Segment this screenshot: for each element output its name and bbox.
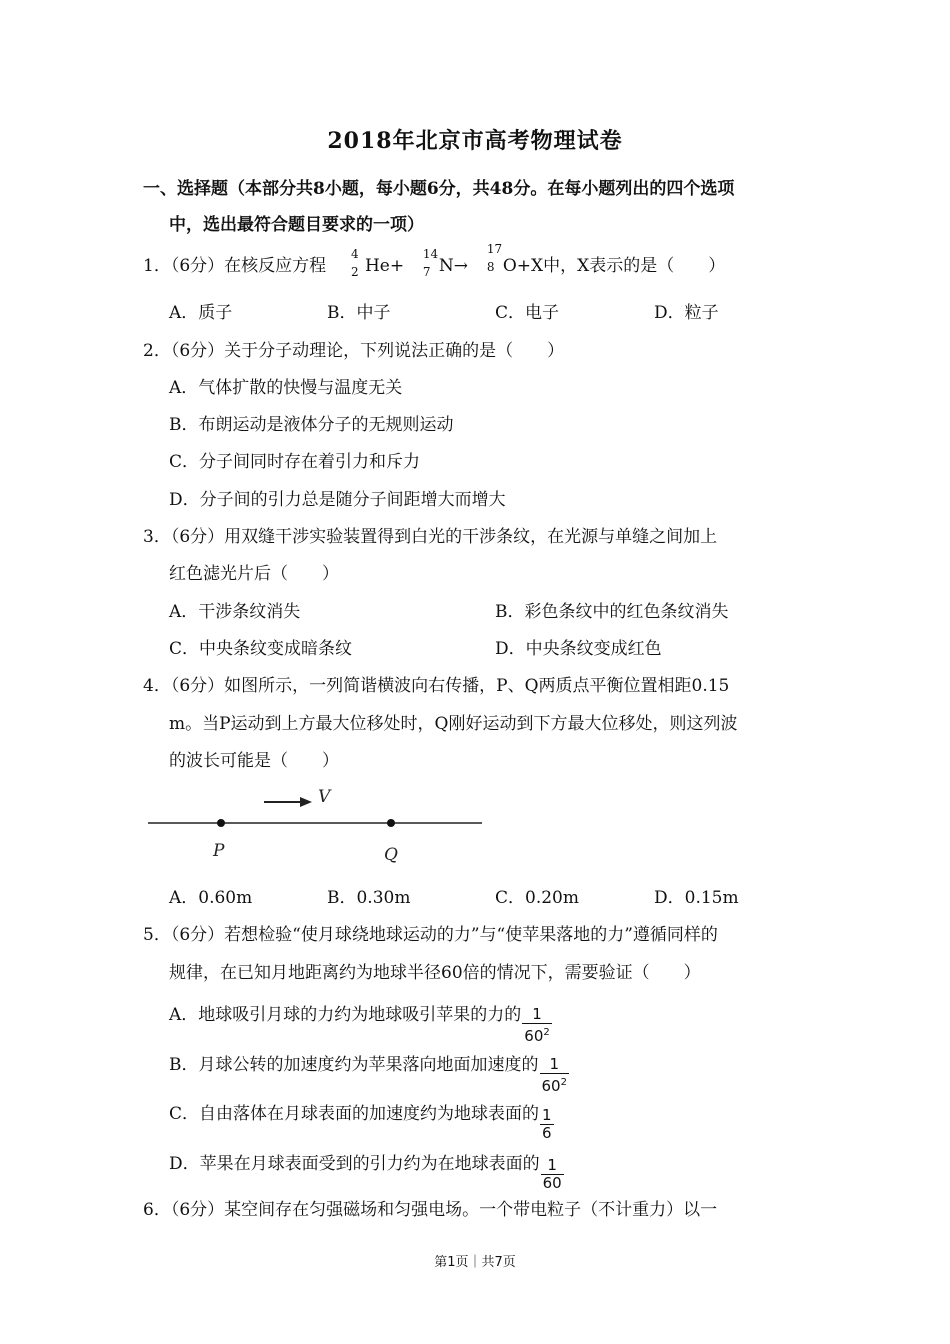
point-p-dot bbox=[217, 819, 225, 827]
q3-option-b: B．彩色条纹中的红色条纹消失 bbox=[495, 602, 729, 622]
q5-option-a: A．地球吸引月球的力约为地球吸引苹果的力的 $\frac{1}{60^2}$ bbox=[169, 1005, 550, 1045]
oxygen-isotope: 17 8 O+X中，X表示的是（ ） bbox=[486, 242, 726, 276]
question-5-stem-cont: 规律，在已知月地距离约为地球半径60倍的情况下，需要验证（ ） bbox=[169, 963, 701, 983]
fraction: $\frac{1}{60^2}$ bbox=[524, 1005, 550, 1045]
question-6-stem: 6．（6分）某空间存在匀强磁场和匀强电场。一个带电粒子（不计重力）以一 bbox=[143, 1200, 718, 1220]
wave-figure bbox=[140, 780, 490, 870]
page-title: 2018年北京市高考物理试卷 bbox=[327, 128, 623, 154]
point-q-label: Q bbox=[384, 845, 398, 865]
question-4-stem-cont: m。当P运动到上方最大位移处时，Q刚好运动到下方最大位移处，则这列波 bbox=[169, 714, 738, 734]
question-3-stem-cont: 红色滤光片后（ ） bbox=[169, 564, 339, 584]
q1-option-a: A．质子 bbox=[169, 303, 233, 323]
q4-option-a: A．0.60m bbox=[169, 888, 253, 908]
fraction: $\frac{1}{60^2}$ bbox=[541, 1055, 567, 1095]
fraction: $\frac{1}{6}$ bbox=[542, 1106, 552, 1142]
q1-option-c: C．电子 bbox=[495, 303, 560, 323]
q2-option-c: C．分子间同时存在着引力和斥力 bbox=[169, 452, 421, 472]
velocity-label: V bbox=[318, 787, 331, 807]
q3-option-d: D．中央条纹变成红色 bbox=[495, 639, 662, 659]
q5-option-b: B．月球公转的加速度约为苹果落向地面加速度的 $\frac{1}{60^2}$ bbox=[169, 1055, 567, 1095]
fraction: $\frac{1}{60}$ bbox=[542, 1156, 562, 1192]
q1-prefix: 1．（6分）在核反应方程 bbox=[143, 256, 327, 276]
q2-option-a: A．气体扩散的快慢与温度无关 bbox=[169, 378, 403, 398]
q3-option-a: A．干涉条纹消失 bbox=[169, 602, 301, 622]
question-5-stem: 5．（6分）若想检验“使月球绕地球运动的力”与“使苹果落地的力”遵循同样的 bbox=[143, 925, 718, 945]
point-p-label: P bbox=[213, 841, 225, 861]
question-1-stem bbox=[143, 242, 726, 279]
q4-option-c: C．0.20m bbox=[495, 888, 579, 908]
section-heading-cont: 中，选出最符合题目要求的一项） bbox=[169, 215, 424, 235]
q1-option-b: B．中子 bbox=[327, 303, 391, 323]
question-2-stem: 2．（6分）关于分子动理论，下列说法正确的是（ ） bbox=[143, 341, 565, 361]
question-4-stem-cont2: 的波长可能是（ ） bbox=[169, 751, 339, 771]
q3-option-c: C．中央条纹变成暗条纹 bbox=[169, 639, 353, 659]
q4-option-d: D．0.15m bbox=[654, 888, 739, 908]
question-3-stem: 3．（6分）用双缝干涉实验装置得到白光的干涉条纹，在光源与单缝之间加上 bbox=[143, 527, 718, 547]
q5-option-c: C．自由落体在月球表面的加速度约为地球表面的 $\frac{1}{6}$ bbox=[169, 1104, 552, 1142]
q2-option-b: B．布朗运动是液体分子的无规则运动 bbox=[169, 415, 454, 435]
helium-isotope: 4 2 He+ bbox=[350, 247, 405, 279]
nitrogen-isotope: 14 7 N→ bbox=[422, 247, 469, 279]
q4-option-b: B．0.30m bbox=[327, 888, 411, 908]
section-heading: 一、选择题（本部分共8小题，每小题6分，共48分。在每小题列出的四个选项 bbox=[143, 179, 735, 199]
point-q-dot bbox=[387, 819, 395, 827]
question-4-stem: 4．（6分）如图所示，一列简谐横波向右传播，P、Q两质点平衡位置相距0.15 bbox=[143, 676, 730, 696]
velocity-arrow-icon bbox=[300, 797, 312, 807]
q1-option-d: D．粒子 bbox=[654, 303, 719, 323]
q5-option-d: D．苹果在月球表面受到的引力约为在地球表面的 $\frac{1}{60}$ bbox=[169, 1154, 562, 1192]
q2-option-d: D．分子间的引力总是随分子间距增大而增大 bbox=[169, 490, 506, 510]
page-footer: 第1页｜共7页 bbox=[434, 1255, 516, 1270]
